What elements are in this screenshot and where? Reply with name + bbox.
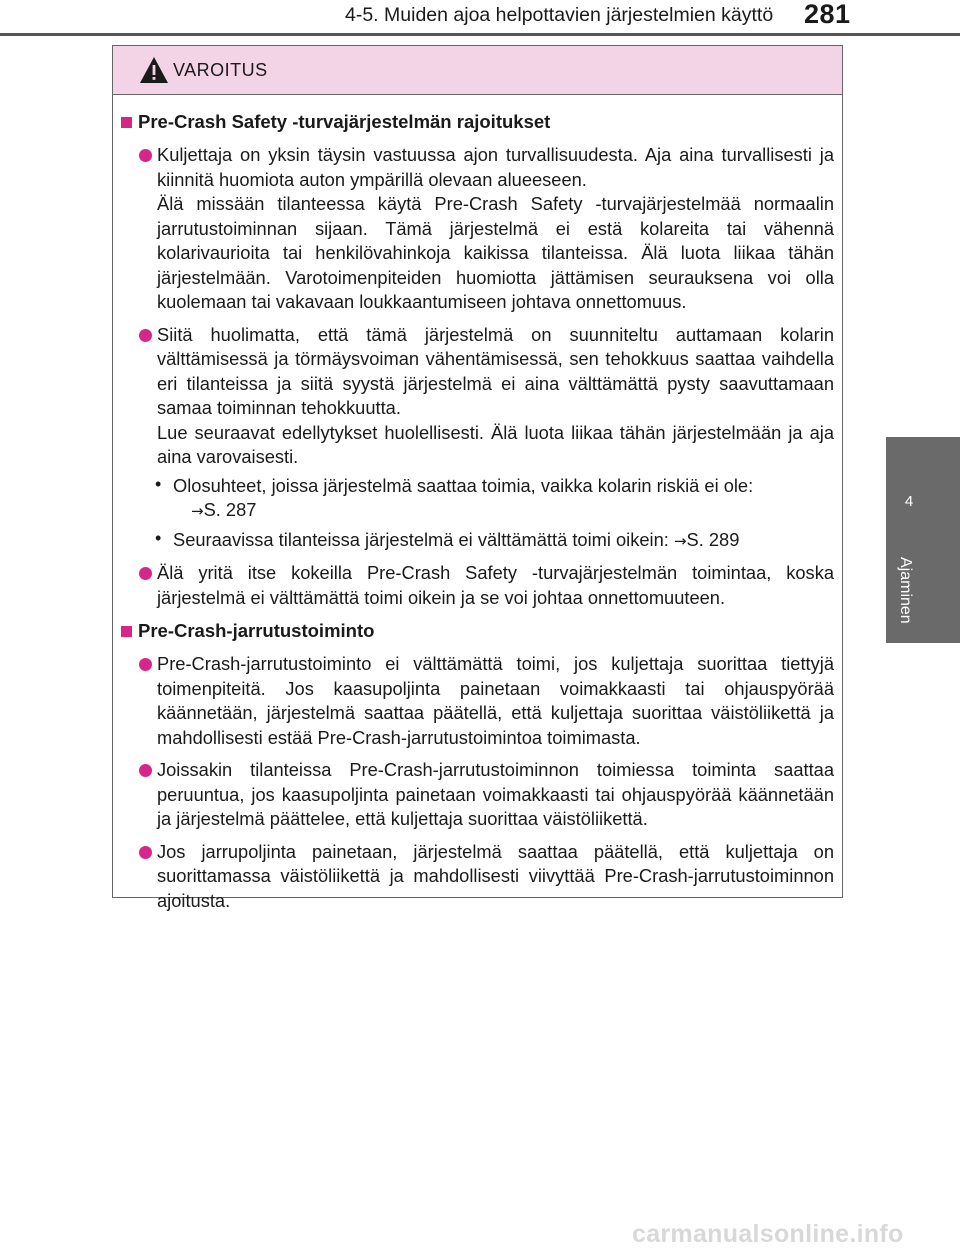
paragraph: Lue seuraavat edellytykset huolellisesti. Älä luota liikaa tähän järjestelmään ja aja aina varovaisesti. [157, 421, 834, 467]
page-reference [173, 498, 834, 524]
list-item [121, 323, 834, 554]
sub-item-label: Seuraavissa tilanteissa järjestelmä ei välttämättä toimi oikein: [173, 528, 669, 550]
sub-list-item [121, 474, 834, 524]
circle-bullet-icon [139, 764, 152, 777]
list-item [121, 143, 834, 315]
section-heading-text: Pre-Crash Safety -turvajärjestelmän rajoitukset [138, 111, 551, 132]
list-item [121, 652, 834, 750]
page-header [0, 0, 960, 36]
chapter-number: 4 [904, 493, 914, 510]
sub-item-text: Olosuhteet, joissa järjestelmä saattaa toimia, vaikka kolarin riskiä ei ole: [173, 474, 754, 496]
page-reference-link[interactable]: S. 289 [686, 528, 740, 550]
circle-bullet-icon [139, 658, 152, 671]
paragraph: Siitä huolimatta, että tämä järjestelmä on suunniteltu auttamaan kolarin välttämisessä ja törmäysvoiman vähentämisessä, sen tehokkuus saattaa vaihdella eri tilanteissa ja siitä syystä järjestelmä ei aina välttämättä pysty saavuttamaan samaa toiminnan tehokkuutta. [157, 323, 834, 418]
list-item [121, 561, 834, 610]
warning-header [113, 46, 842, 95]
paragraph: Kuljettaja on yksin täysin vastuussa ajon turvallisuudesta. Aja aina turvallisesti ja kiinnitä huomiota auton ympärillä olevaan alueeseen. [157, 144, 834, 190]
dot-bullet-icon: • [155, 527, 162, 548]
list-item [121, 840, 834, 914]
dot-bullet-icon: • [155, 473, 162, 494]
warning-body [113, 95, 842, 913]
section-heading [121, 109, 834, 135]
warning-box [112, 45, 843, 911]
paragraph: Joissakin tilanteissa Pre-Crash-jarrutustoiminnon toimiessa toiminta saattaa peruuntua, jos kaasupoljinta painetaan voimakkaasti tai ohjauspyörää käännetään ja järjestelmä päättelee, että kuljettaja suorittaa väistöliikettä. [157, 759, 834, 829]
paragraph: Pre-Crash-jarrutustoiminto ei välttämättä toimi, jos kuljettaja suorittaa tiettyjä toimenpiteitä. Jos kaasupoljinta painetaan voimakkaasti tai ohjauspyörää käännetään, järjestelmä saattaa päätellä, että kuljettaja suorittaa väistöliikettä ja mahdollisesti estää Pre-Crash-jarrutustoimintoa toimimasta. [157, 653, 834, 748]
sub-list-item [121, 528, 834, 554]
circle-bullet-icon [139, 149, 152, 162]
paragraph: Älä missään tilanteessa käytä Pre-Crash Safety -turvajärjestelmää normaalin jarrutustoiminnan sijaan. Tämä järjestelmä ei estä kolareita tai vähennä kolarivaurioita tai henkilövahinkoja kaikissa tilanteissa. Älä luota liikaa tähän järjestelmään. Varotoimenpiteiden huomiotta jättämisen seurauksena voi olla kuolemaan tai vakavaan loukkaantumiseen johtava onnettomuus. [157, 193, 834, 312]
section-title: 4-5. Muiden ajoa helpottavien järjestelmien käyttö [345, 4, 774, 26]
warning-triangle-icon [139, 56, 169, 84]
sub-item-text [173, 528, 834, 554]
circle-bullet-icon [139, 567, 152, 580]
page-reference-link[interactable]: S. 287 [203, 499, 257, 520]
paragraph: Jos jarrupoljinta painetaan, järjestelmä saattaa päätellä, että kuljettaja on suorittamassa väistöliikettä ja mahdollisesti viivyttää Pre-Crash-jarrutustoiminnon ajoitusta. [157, 840, 834, 911]
arrow-right-icon: → [673, 531, 687, 550]
watermark-text: carmanualsonline.info [632, 1220, 904, 1248]
chapter-label: Ajaminen [897, 557, 914, 624]
list-item [121, 758, 834, 832]
square-bullet-icon [121, 626, 132, 637]
section-heading [121, 618, 834, 644]
chapter-side-tab [886, 437, 960, 643]
circle-bullet-icon [139, 846, 152, 859]
paragraph: Älä yritä itse kokeilla Pre-Crash Safety -turvajärjestelmän toimintaa, koska järjestelmä ei välttämättä toimi oikein ja se voi johtaa onnettomuuteen. [157, 562, 834, 608]
circle-bullet-icon [139, 329, 152, 342]
arrow-right-icon: → [191, 502, 204, 520]
warning-title: VAROITUS [173, 60, 268, 80]
square-bullet-icon [121, 117, 132, 128]
header-rule [0, 33, 960, 36]
page-number: 281 [804, 0, 851, 29]
section-heading-text: Pre-Crash-jarrutustoiminto [138, 620, 375, 641]
